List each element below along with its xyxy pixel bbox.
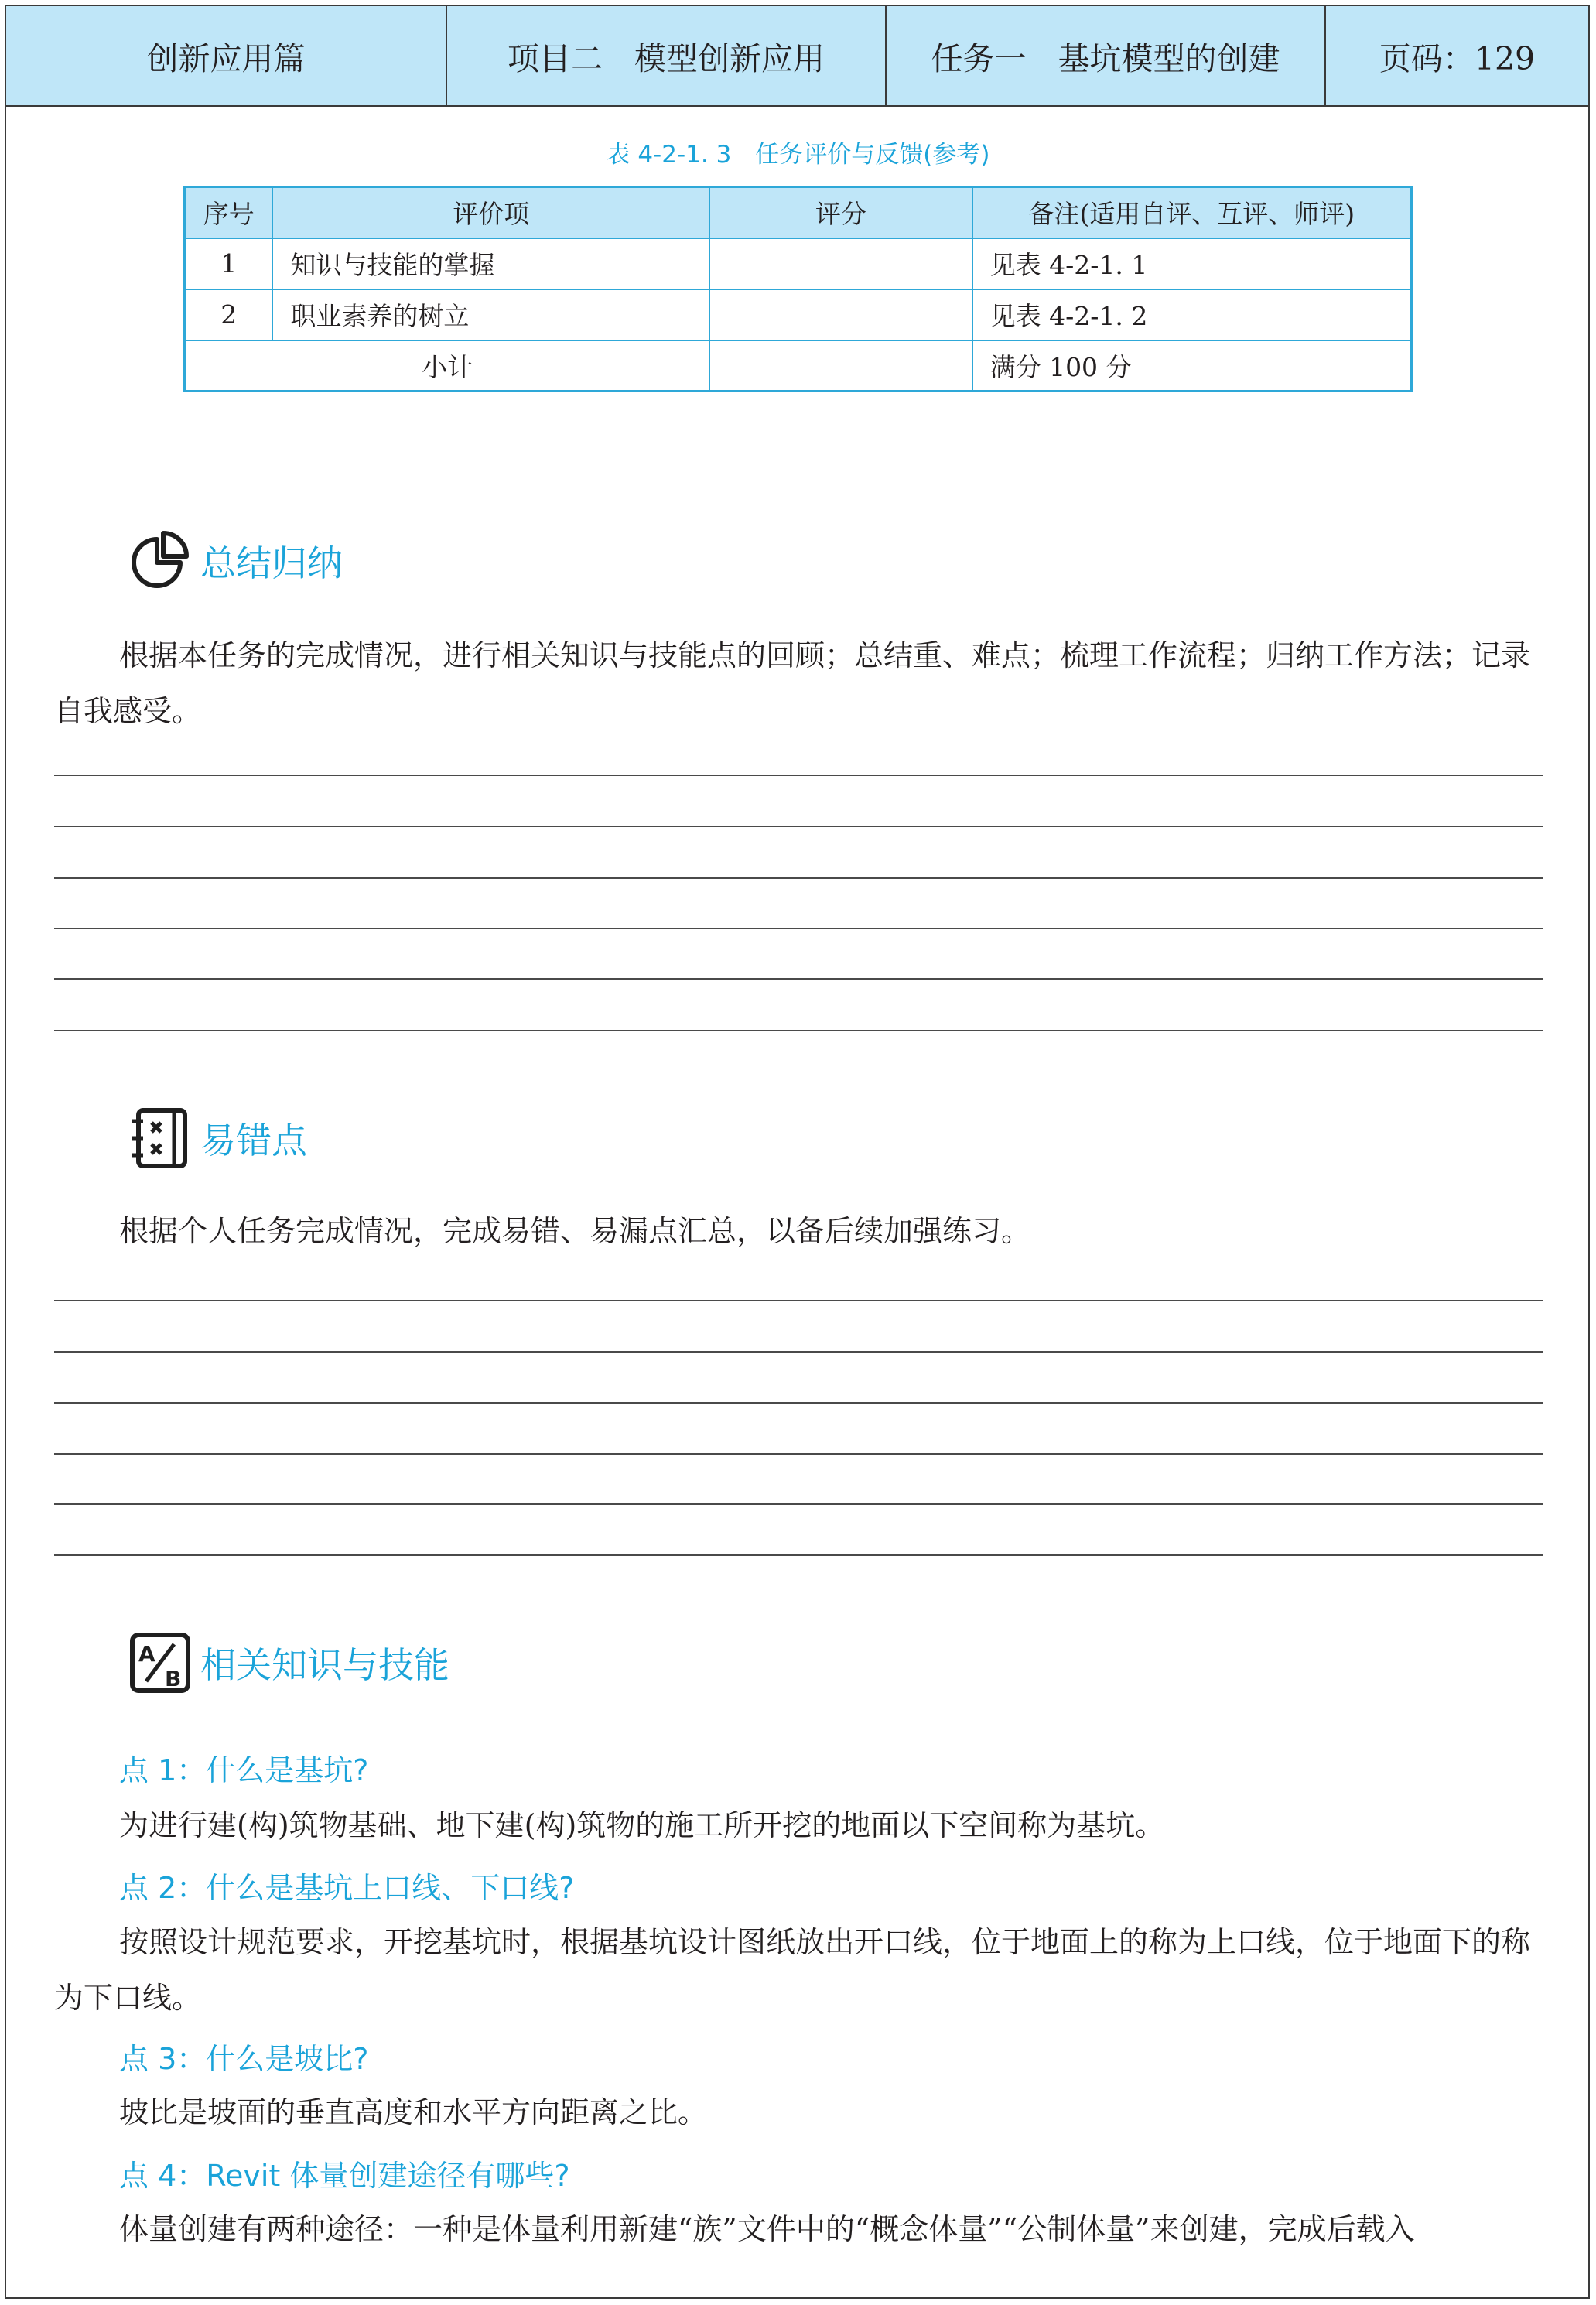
knowledge-question: 点 4：Revit 体量创建途径有哪些?: [119, 2159, 570, 2193]
table-row: [185, 289, 1412, 340]
answer-line[interactable]: [54, 826, 1543, 827]
mistakes-title: 易错点: [200, 1120, 307, 1161]
answer-line[interactable]: [54, 1402, 1543, 1404]
table-caption: 表 4-2-1. 3 任务评价与反馈(参考): [606, 141, 990, 169]
mistakes-heading: [128, 1106, 307, 1171]
pie-chart-icon: [128, 528, 193, 593]
answer-line[interactable]: [54, 928, 1543, 929]
knowledge-question: 点 1：什么是基坑?: [119, 1753, 369, 1787]
header-section: 创新应用篇: [6, 6, 447, 105]
answer-line[interactable]: [54, 1351, 1543, 1353]
knowledge-answer: 为进行建(构)筑物基础、地下建(构)筑物的施工所开挖的地面以下空间称为基坑。: [119, 1808, 1165, 1842]
table-row: [185, 238, 1412, 289]
answer-line[interactable]: [54, 1453, 1543, 1455]
answer-line[interactable]: [54, 1503, 1543, 1505]
table-header-row: [185, 187, 1412, 238]
summary-text: 根据本任务的完成情况，进行相关知识与技能点的回顾；总结重、难点；梳理工作流程；归纳工作方法；记录自我感受。: [54, 638, 1531, 728]
row-score[interactable]: [709, 238, 972, 289]
svg-text:B: B: [165, 1666, 182, 1691]
row-item: 职业素养的树立: [272, 289, 709, 340]
answer-line[interactable]: [54, 1300, 1543, 1301]
knowledge-question: 点 2：什么是基坑上口线、下口线?: [119, 1871, 575, 1905]
header-task: 任务一 基坑模型的创建: [887, 6, 1326, 105]
a-b-icon: [128, 1630, 193, 1695]
row-score[interactable]: [709, 289, 972, 340]
table-subtotal-row: [185, 340, 1412, 392]
answer-line[interactable]: [54, 775, 1543, 776]
page-header: [6, 6, 1588, 107]
answer-line[interactable]: [54, 877, 1543, 879]
subtotal-label: 小计: [185, 340, 710, 392]
summary-title: 总结归纳: [200, 542, 343, 584]
error-notebook-icon: [128, 1106, 193, 1171]
answer-line[interactable]: [54, 978, 1543, 980]
header-page-number: 页码：129: [1379, 39, 1536, 77]
col-header-note: 备注(适用自评、互评、师评): [972, 187, 1412, 238]
svg-text:A: A: [138, 1641, 155, 1667]
answer-line[interactable]: [54, 1030, 1543, 1031]
col-header-item: 评价项: [272, 187, 709, 238]
summary-heading: [128, 528, 343, 593]
knowledge-heading: [128, 1630, 449, 1695]
knowledge-title: 相关知识与技能: [200, 1644, 449, 1686]
header-project: 项目二 模型创新应用: [447, 6, 887, 105]
subtotal-note: 满分 100 分: [972, 340, 1412, 392]
evaluation-table: [183, 186, 1413, 392]
mistakes-text: 根据个人任务完成情况，完成易错、易漏点汇总，以备后续加强练习。: [119, 1214, 1031, 1248]
row-note: 见表 4-2-1. 2: [972, 289, 1412, 340]
col-header-score: 评分: [709, 187, 972, 238]
row-item: 知识与技能的掌握: [272, 238, 709, 289]
row-note: 见表 4-2-1. 1: [972, 238, 1412, 289]
subtotal-score[interactable]: [709, 340, 972, 392]
answer-line[interactable]: [54, 1554, 1543, 1556]
knowledge-answer: 坡比是坡面的垂直高度和水平方向距离之比。: [119, 2095, 708, 2129]
col-header-number: 序号: [185, 187, 273, 238]
knowledge-answer: 按照设计规范要求，开挖基坑时，根据基坑设计图纸放出开口线，位于地面上的称为上口线，位于地面下的称为下口线。: [54, 1925, 1531, 2015]
knowledge-answer: 体量创建有两种途径：一种是体量利用新建“族”文件中的“概念体量”“公制体量”来创建，完成后载入: [119, 2212, 1415, 2246]
row-number: 2: [185, 289, 273, 340]
row-number: 1: [185, 238, 273, 289]
knowledge-question: 点 3：什么是坡比?: [119, 2042, 369, 2076]
